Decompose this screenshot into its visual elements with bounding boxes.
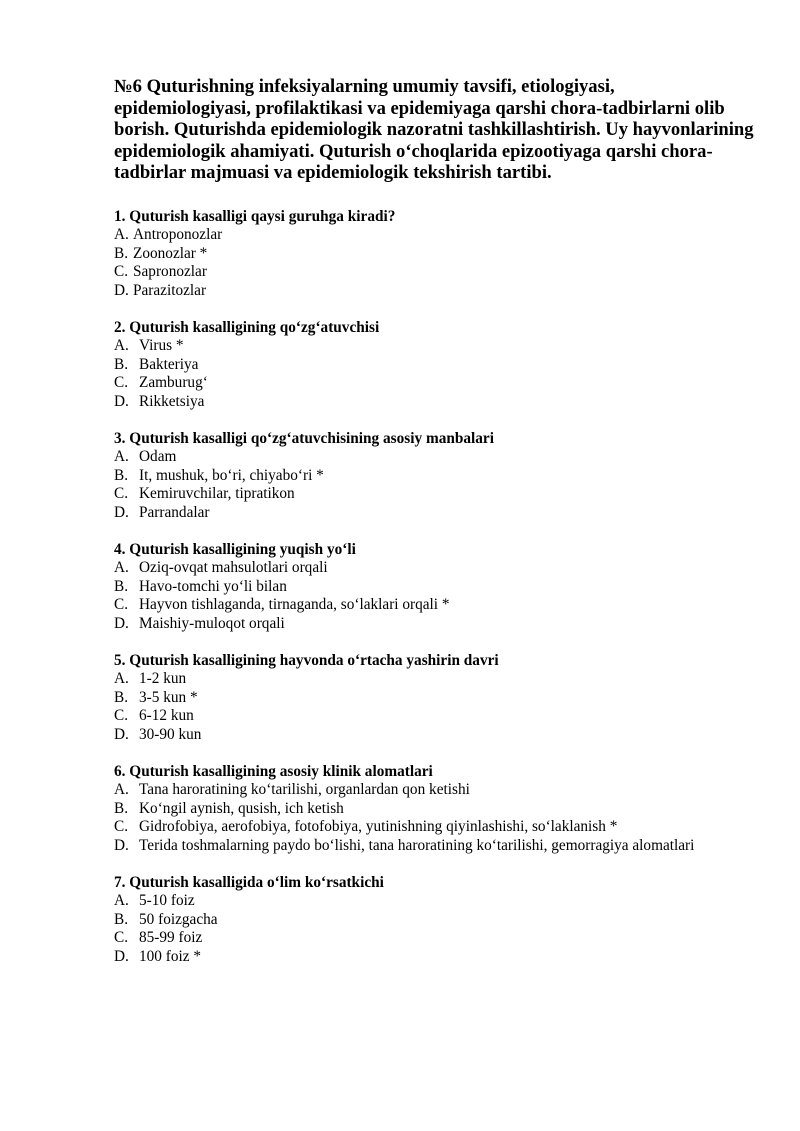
title-line: №6 Quturishning infeksiyalarning umumiy tavsifi, etiologiyasi, [114,76,615,97]
option-letter: B. [114,244,129,262]
answer-option [114,615,754,634]
option-letter: A. [114,670,129,688]
answer-option [114,374,754,393]
option-text: Bakteriya [139,355,199,373]
answer-option [114,800,754,819]
option-text: Terida toshmalarning paydo bo‘lishi, tana haroratining ko‘tarilishi, gemorragiya alomatlari [139,836,695,854]
answer-option [114,282,754,301]
option-letter: A. [114,337,129,355]
option-text: 3-5 kun * [139,688,198,706]
question-text: 7. Quturish kasalligida o‘lim ko‘rsatkichi [114,873,384,891]
question-block [114,430,754,523]
option-letter: A. [114,448,129,466]
option-letter: D. [114,281,129,299]
answer-option [114,467,754,486]
option-text: Odam [139,448,177,466]
option-text: 1-2 kun [139,670,187,688]
answer-option [114,892,754,911]
option-text: Sapronozlar [133,263,207,281]
option-text: 50 foizgacha [139,910,218,928]
option-text: Tana haroratining ko‘tarilishi, organlardan qon ketishi [139,781,470,799]
option-text: Ko‘ngil aynish, qusish, ich ketish [139,799,344,817]
answer-option [114,559,754,578]
option-text: Kemiruvchilar, tipratikon [139,485,295,503]
option-letter: C. [114,707,129,725]
option-letter: A. [114,559,129,577]
option-letter: C. [114,263,129,281]
title-line: epidemiologiyasi, profilaktikasi va epidemiyaga qarshi chora-tadbirlarni olib [114,97,725,119]
option-letter: B. [114,466,129,484]
question-block [114,763,754,856]
answer-option [114,504,754,523]
answer-option [114,356,754,375]
option-letter: B. [114,910,129,928]
document-title [114,76,754,184]
option-letter: B. [114,799,129,817]
answer-option [114,837,754,856]
option-letter: C. [114,596,129,614]
option-letter: D. [114,392,129,410]
answer-option [114,689,754,708]
question-block [114,541,754,634]
answer-option [114,596,754,615]
option-letter: C. [114,818,129,836]
answer-option [114,448,754,467]
answer-option [114,929,754,948]
option-text: Virus * [139,337,184,355]
answer-option [114,726,754,745]
question-text: 1. Quturish kasalligi qaysi guruhga kiradi? [114,207,396,225]
title-line: tadbirlar majmuasi va epidemiologik tekshirish tartibi. [114,162,552,184]
answer-option [114,707,754,726]
document-page [114,76,754,985]
option-text: Oziq-ovqat mahsulotlari orqali [139,559,328,577]
option-text: 5-10 foiz [139,892,195,910]
answer-option [114,393,754,412]
question-text: 4. Quturish kasalligining yuqish yo‘li [114,540,356,558]
answer-option [114,818,754,837]
answer-option [114,226,754,245]
option-letter: D. [114,725,129,743]
question-text: 6. Quturish kasalligining asosiy klinik alomatlari [114,762,433,780]
option-letter: B. [114,577,129,595]
option-text: 100 foiz * [139,947,202,965]
option-letter: B. [114,688,129,706]
option-letter: B. [114,355,129,373]
option-letter: C. [114,485,129,503]
option-text: Gidrofobiya, aerofobiya, fotofobiya, yutinishning qiyinlashishi, so‘laklanish * [139,818,618,836]
option-text: Parazitozlar [133,281,207,299]
answer-option [114,948,754,967]
answer-option [114,670,754,689]
answer-option [114,485,754,504]
answer-option [114,337,754,356]
answer-option [114,578,754,597]
question-text: 5. Quturish kasalligining hayvonda o‘rtacha yashirin davri [114,651,499,669]
option-letter: C. [114,374,129,392]
option-text: 85-99 foiz [139,929,203,947]
option-text: Zoonozlar * [133,244,208,262]
question-list [114,208,754,967]
answer-option [114,245,754,264]
answer-option [114,781,754,800]
answer-option [114,911,754,930]
option-letter: D. [114,947,129,965]
option-letter: D. [114,836,129,854]
option-text: Rikketsiya [139,392,205,410]
option-letter: A. [114,781,129,799]
option-letter: A. [114,892,129,910]
option-text: Parrandalar [139,503,210,521]
option-text: 30-90 kun [139,725,202,743]
option-text: Maishiy-muloqot orqali [139,614,285,632]
option-letter: C. [114,929,129,947]
answer-option [114,263,754,282]
title-line: epidemiologik ahamiyati. Quturish o‘choqlarida epizootiyaga qarshi chora- [114,140,713,162]
title-line: borish. Quturishda epidemiologik nazoratni tashkillashtirish. Uy hayvonlarining [114,119,754,141]
option-letter: D. [114,614,129,632]
option-text: Hayvon tishlaganda, tirnaganda, so‘laklari orqali * [139,596,450,614]
option-letter: D. [114,503,129,521]
option-text: 6-12 kun [139,707,194,725]
question-text: 2. Quturish kasalligining qo‘zg‘atuvchisi [114,318,380,336]
option-text: Antroponozlar [133,226,223,244]
question-block [114,319,754,412]
option-text: It, mushuk, bo‘ri, chiyabo‘ri * [139,466,324,484]
question-block [114,208,754,301]
question-block [114,652,754,745]
question-text: 3. Quturish kasalligi qo‘zg‘atuvchisining asosiy manbalari [114,429,494,447]
question-block [114,874,754,967]
option-text: Havo-tomchi yo‘li bilan [139,577,287,595]
option-text: Zamburug‘ [139,374,208,392]
option-letter: A. [114,226,129,244]
